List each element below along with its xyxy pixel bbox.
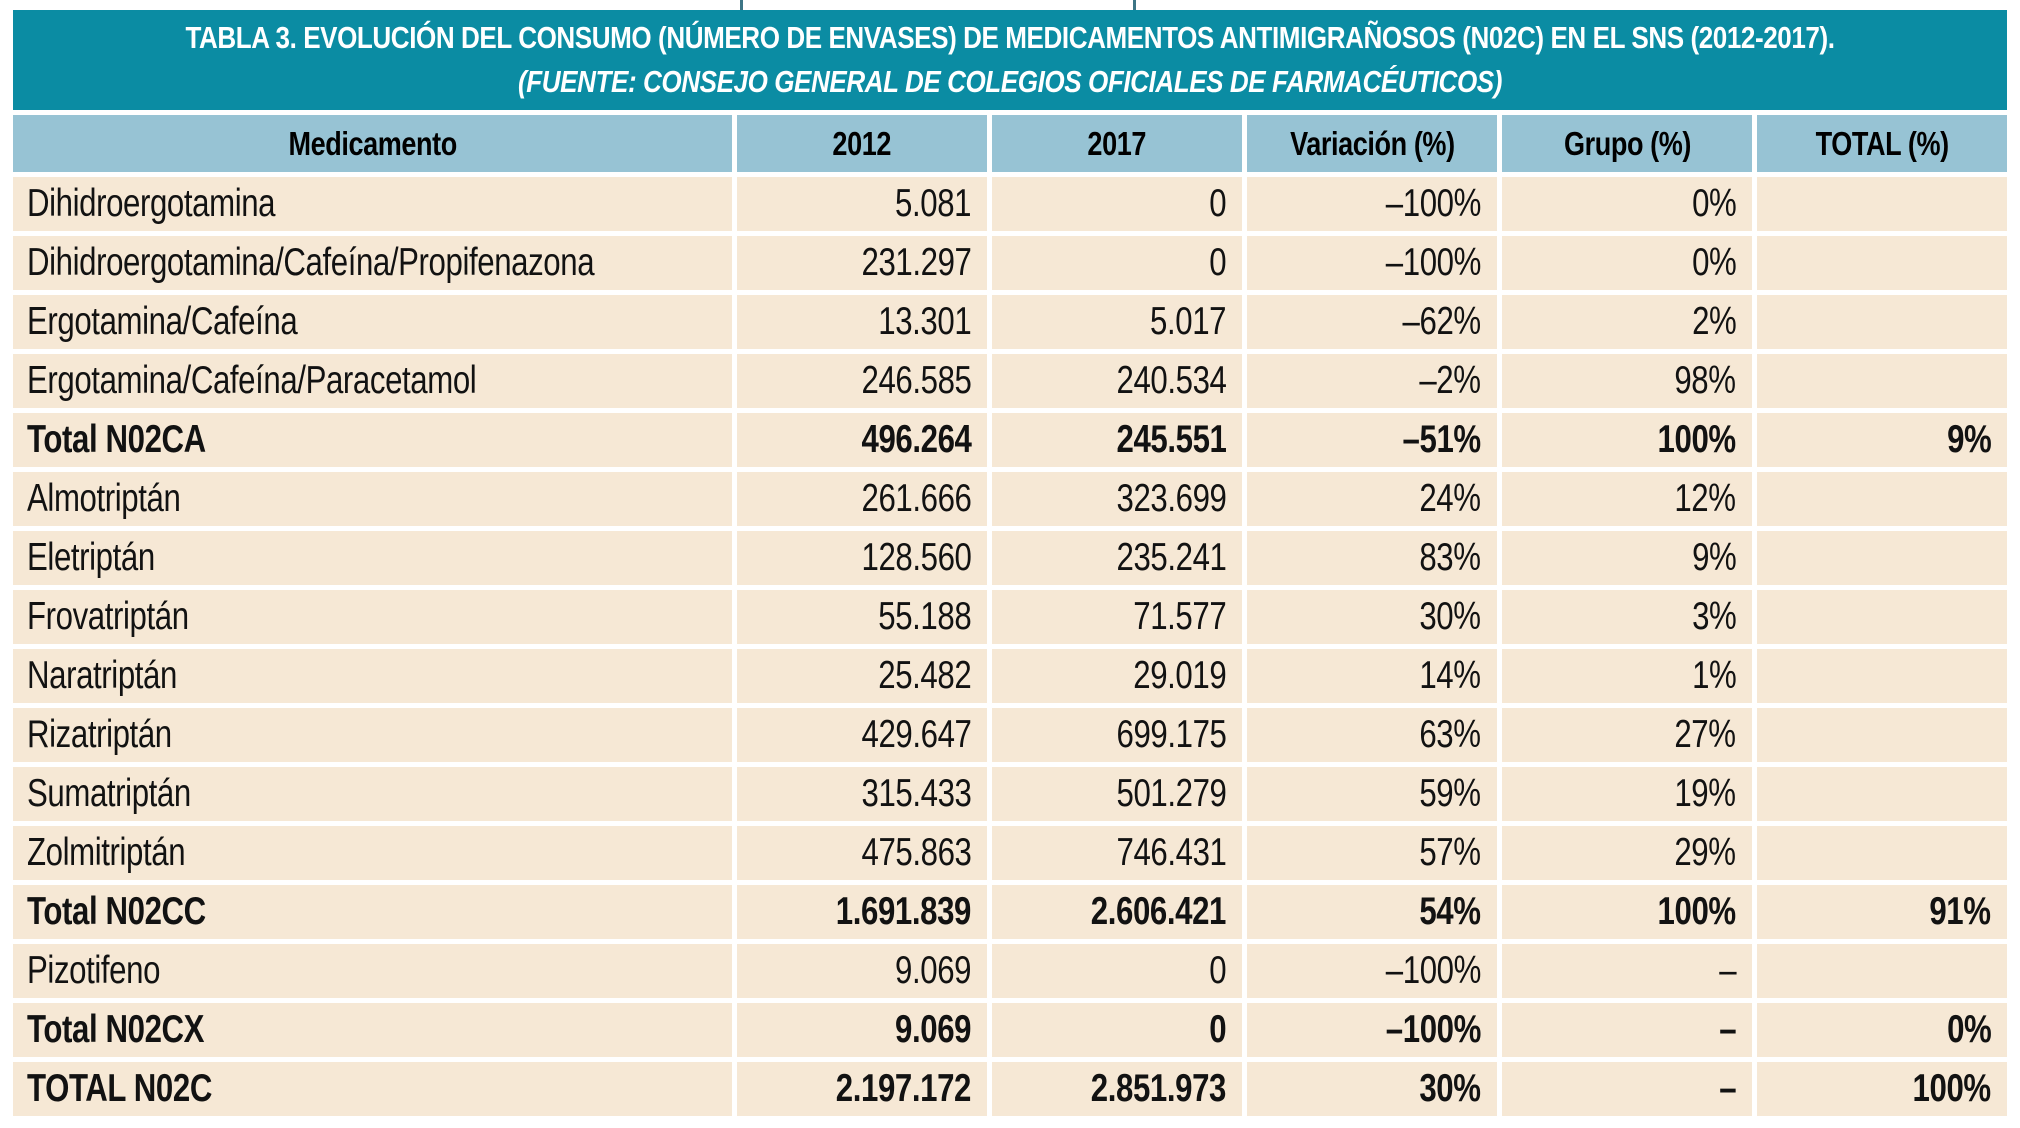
- table-row: [13, 767, 2007, 821]
- cell-text: 0: [1209, 949, 1226, 992]
- cell-grupo: [1502, 885, 1752, 939]
- total-row: [13, 1003, 2007, 1057]
- table-title-line2: (FUENTE: CONSEJO GENERAL DE COLEGIOS OFICIALES DE FARMACÉUTICOS): [518, 64, 1502, 99]
- cell-total: [1757, 826, 2007, 880]
- cell-text: 12%: [1674, 477, 1736, 520]
- cell-text: –100%: [1385, 241, 1481, 284]
- cell-total: [1757, 649, 2007, 703]
- cell-text: 3%: [1691, 595, 1736, 638]
- cell-text: Total N02CA: [27, 418, 206, 461]
- cell-text: 71.577: [1132, 595, 1226, 638]
- column-header-label: Variación (%): [1289, 124, 1455, 162]
- table-row: [13, 177, 2007, 231]
- column-header-variacion: [1247, 115, 1497, 172]
- cell-medicamento: [13, 1062, 732, 1116]
- cell-text: 1%: [1691, 654, 1736, 697]
- table-title: [13, 10, 2007, 110]
- cell-text: 5.017: [1149, 300, 1226, 343]
- cell-text: –2%: [1419, 359, 1481, 402]
- cell-text: –100%: [1385, 1008, 1481, 1051]
- column-header-label: 2017: [1087, 124, 1147, 162]
- cell-2017: [992, 885, 1242, 939]
- cell-text: 315.433: [861, 772, 971, 815]
- cell-medicamento: [13, 885, 732, 939]
- cell-medicamento: [13, 413, 732, 467]
- cell-total: [1757, 413, 2007, 467]
- cell-grupo: [1502, 354, 1752, 408]
- cell-2012: [737, 826, 987, 880]
- cell-2012: [737, 649, 987, 703]
- cell-grupo: [1502, 590, 1752, 644]
- cell-grupo: [1502, 177, 1752, 231]
- title-row: [13, 10, 2007, 110]
- cell-grupo: [1502, 1062, 1752, 1116]
- table-row: [13, 236, 2007, 290]
- cell-2017: [992, 590, 1242, 644]
- cell-text: Total N02CC: [27, 890, 206, 933]
- cell-text: 59%: [1419, 772, 1481, 815]
- cell-medicamento: [13, 472, 732, 526]
- cell-total: [1757, 531, 2007, 585]
- cell-2017: [992, 177, 1242, 231]
- table-row: [13, 826, 2007, 880]
- cell-grupo: [1502, 649, 1752, 703]
- cell-2017: [992, 236, 1242, 290]
- cell-2012: [737, 1062, 987, 1116]
- cell-text: Eletriptán: [27, 536, 155, 579]
- table-row: [13, 354, 2007, 408]
- column-header-row: [13, 115, 2007, 172]
- cell-medicamento: [13, 649, 732, 703]
- cell-grupo: [1502, 944, 1752, 998]
- cell-2012: [737, 236, 987, 290]
- total-row: [13, 885, 2007, 939]
- crop-artifact-line: [740, 0, 743, 10]
- cell-text: 25.482: [877, 654, 971, 697]
- cell-total: [1757, 295, 2007, 349]
- table-row: [13, 531, 2007, 585]
- cell-medicamento: [13, 826, 732, 880]
- column-header-label: 2012: [832, 124, 892, 162]
- cell-total: [1757, 944, 2007, 998]
- cell-grupo: [1502, 472, 1752, 526]
- cell-text: 100%: [1657, 890, 1736, 933]
- cell-2012: [737, 472, 987, 526]
- cell-text: –: [1719, 1067, 1736, 1110]
- cell-2012: [737, 1003, 987, 1057]
- cell-2012: [737, 885, 987, 939]
- cell-medicamento: [13, 708, 732, 762]
- cell-text: –51%: [1402, 418, 1481, 461]
- cell-medicamento: [13, 767, 732, 821]
- cell-text: 24%: [1419, 477, 1481, 520]
- cell-text: TOTAL N02C: [27, 1067, 212, 1110]
- cell-total: [1757, 767, 2007, 821]
- cell-text: 55.188: [877, 595, 971, 638]
- cell-2017: [992, 413, 1242, 467]
- cell-text: 30%: [1419, 1067, 1481, 1110]
- cell-variacion: [1247, 767, 1497, 821]
- cell-2017: [992, 472, 1242, 526]
- cell-grupo: [1502, 531, 1752, 585]
- cell-total: [1757, 354, 2007, 408]
- cell-variacion: [1247, 295, 1497, 349]
- cell-text: 13.301: [877, 300, 971, 343]
- cell-medicamento: [13, 177, 732, 231]
- cell-text: Dihidroergotamina: [27, 182, 276, 225]
- cell-text: 475.863: [861, 831, 971, 874]
- cell-text: Almotriptán: [27, 477, 181, 520]
- cell-text: 0: [1209, 182, 1226, 225]
- cell-text: Sumatriptán: [27, 772, 191, 815]
- cell-grupo: [1502, 826, 1752, 880]
- cell-text: 30%: [1419, 595, 1481, 638]
- cell-total: [1757, 885, 2007, 939]
- cell-total: [1757, 1003, 2007, 1057]
- cell-text: –62%: [1402, 300, 1481, 343]
- cell-text: 9%: [1691, 536, 1736, 579]
- cell-variacion: [1247, 1062, 1497, 1116]
- cell-text: 0%: [1946, 1008, 1992, 1051]
- cell-text: Frovatriptán: [27, 595, 189, 638]
- cell-text: Dihidroergotamina/Cafeína/Propifenazona: [27, 241, 595, 284]
- cell-variacion: [1247, 826, 1497, 880]
- column-header-2017: [992, 115, 1242, 172]
- cell-text: 261.666: [861, 477, 971, 520]
- cell-medicamento: [13, 944, 732, 998]
- cell-total: [1757, 590, 2007, 644]
- cell-2012: [737, 177, 987, 231]
- cell-text: 0%: [1691, 182, 1736, 225]
- cell-text: –: [1719, 1008, 1736, 1051]
- cell-variacion: [1247, 354, 1497, 408]
- cell-variacion: [1247, 413, 1497, 467]
- cell-text: 98%: [1674, 359, 1736, 402]
- cell-text: 501.279: [1116, 772, 1226, 815]
- cell-text: Ergotamina/Cafeína/Paracetamol: [27, 359, 477, 402]
- cell-2012: [737, 354, 987, 408]
- cell-2017: [992, 354, 1242, 408]
- cell-text: 746.431: [1116, 831, 1226, 874]
- cell-2012: [737, 944, 987, 998]
- crop-artifact-line: [1133, 0, 1136, 10]
- cell-text: 27%: [1674, 713, 1736, 756]
- cell-2017: [992, 826, 1242, 880]
- cell-grupo: [1502, 767, 1752, 821]
- cell-grupo: [1502, 236, 1752, 290]
- table-row: [13, 708, 2007, 762]
- cell-medicamento: [13, 354, 732, 408]
- cell-2017: [992, 944, 1242, 998]
- cell-text: 496.264: [861, 418, 971, 461]
- cell-2012: [737, 413, 987, 467]
- cell-variacion: [1247, 590, 1497, 644]
- cell-medicamento: [13, 531, 732, 585]
- cell-grupo: [1502, 708, 1752, 762]
- total-row: [13, 413, 2007, 467]
- cell-variacion: [1247, 1003, 1497, 1057]
- table-row: [13, 590, 2007, 644]
- column-header-label: Grupo (%): [1563, 124, 1691, 162]
- table-row: [13, 649, 2007, 703]
- cell-total: [1757, 708, 2007, 762]
- cell-2017: [992, 295, 1242, 349]
- cell-text: 2.606.421: [1090, 890, 1226, 933]
- cell-text: Total N02CX: [27, 1008, 205, 1051]
- cell-text: 63%: [1419, 713, 1481, 756]
- cell-medicamento: [13, 590, 732, 644]
- cell-2017: [992, 649, 1242, 703]
- cell-text: 91%: [1929, 890, 1992, 933]
- cell-text: 699.175: [1116, 713, 1226, 756]
- cell-text: 54%: [1419, 890, 1481, 933]
- cell-total: [1757, 472, 2007, 526]
- cell-2012: [737, 708, 987, 762]
- cell-text: 323.699: [1116, 477, 1226, 520]
- cell-text: 2.197.172: [835, 1067, 971, 1110]
- cell-variacion: [1247, 531, 1497, 585]
- cell-2017: [992, 531, 1242, 585]
- table-row: [13, 295, 2007, 349]
- table-row: [13, 472, 2007, 526]
- cell-text: 83%: [1419, 536, 1481, 579]
- cell-text: 57%: [1419, 831, 1481, 874]
- table-row: [13, 944, 2007, 998]
- cell-text: 245.551: [1116, 418, 1226, 461]
- column-header-label: TOTAL (%): [1815, 124, 1949, 162]
- cell-2012: [737, 767, 987, 821]
- cell-text: 9.069: [894, 1008, 971, 1051]
- cell-text: 235.241: [1116, 536, 1226, 579]
- column-header-label: Medicamento: [288, 124, 457, 162]
- cell-medicamento: [13, 1003, 732, 1057]
- cell-variacion: [1247, 236, 1497, 290]
- cell-variacion: [1247, 885, 1497, 939]
- cell-text: 9.069: [894, 949, 971, 992]
- cell-text: Pizotifeno: [27, 949, 161, 992]
- cell-text: 240.534: [1116, 359, 1226, 402]
- cell-text: –100%: [1385, 949, 1481, 992]
- cell-text: 2.851.973: [1090, 1067, 1226, 1110]
- cell-total: [1757, 236, 2007, 290]
- cell-2012: [737, 295, 987, 349]
- cell-2017: [992, 767, 1242, 821]
- cell-text: 5.081: [894, 182, 971, 225]
- column-header-medicamento: [13, 115, 732, 172]
- cell-text: 100%: [1657, 418, 1736, 461]
- cell-2017: [992, 708, 1242, 762]
- cell-text: 100%: [1912, 1067, 1992, 1110]
- cell-text: 0: [1209, 241, 1226, 284]
- cell-text: Ergotamina/Cafeína: [27, 300, 298, 343]
- cell-variacion: [1247, 472, 1497, 526]
- cell-grupo: [1502, 413, 1752, 467]
- cell-text: 231.297: [861, 241, 971, 284]
- cell-medicamento: [13, 295, 732, 349]
- cell-text: 0: [1209, 1008, 1226, 1051]
- cell-medicamento: [13, 236, 732, 290]
- cell-2012: [737, 531, 987, 585]
- cell-variacion: [1247, 177, 1497, 231]
- column-header-total: [1757, 115, 2007, 172]
- cell-text: Rizatriptán: [27, 713, 172, 756]
- cell-text: 29%: [1674, 831, 1736, 874]
- cell-2017: [992, 1062, 1242, 1116]
- cell-2017: [992, 1003, 1242, 1057]
- cell-text: 246.585: [861, 359, 971, 402]
- cell-text: –100%: [1385, 182, 1481, 225]
- cell-text: 29.019: [1132, 654, 1226, 697]
- cell-text: Naratriptán: [27, 654, 177, 697]
- cell-text: 19%: [1674, 772, 1736, 815]
- cell-variacion: [1247, 708, 1497, 762]
- cell-text: –: [1719, 949, 1736, 992]
- column-header-grupo: [1502, 115, 1752, 172]
- consumption-table: [8, 5, 2012, 1121]
- cell-text: 128.560: [861, 536, 971, 579]
- table-body: [13, 177, 2007, 1116]
- cell-total: [1757, 177, 2007, 231]
- cell-text: Zolmitriptán: [27, 831, 186, 874]
- cell-text: 429.647: [861, 713, 971, 756]
- total-row: [13, 1062, 2007, 1116]
- table-title-line1: TABLA 3. EVOLUCIÓN DEL CONSUMO (NÚMERO DE ENVASES) DE MEDICAMENTOS ANTIMIGRAÑOSOS (N02C) EN EL SNS (2012-2017).: [185, 20, 1835, 55]
- cell-total: [1757, 1062, 2007, 1116]
- cell-grupo: [1502, 1003, 1752, 1057]
- column-header-2012: [737, 115, 987, 172]
- cell-2012: [737, 590, 987, 644]
- cell-variacion: [1247, 944, 1497, 998]
- cell-text: 14%: [1419, 654, 1481, 697]
- cell-text: 9%: [1946, 418, 1992, 461]
- cell-variacion: [1247, 649, 1497, 703]
- cell-text: 0%: [1691, 241, 1736, 284]
- cell-text: 2%: [1691, 300, 1736, 343]
- cell-text: 1.691.839: [835, 890, 971, 933]
- cell-grupo: [1502, 295, 1752, 349]
